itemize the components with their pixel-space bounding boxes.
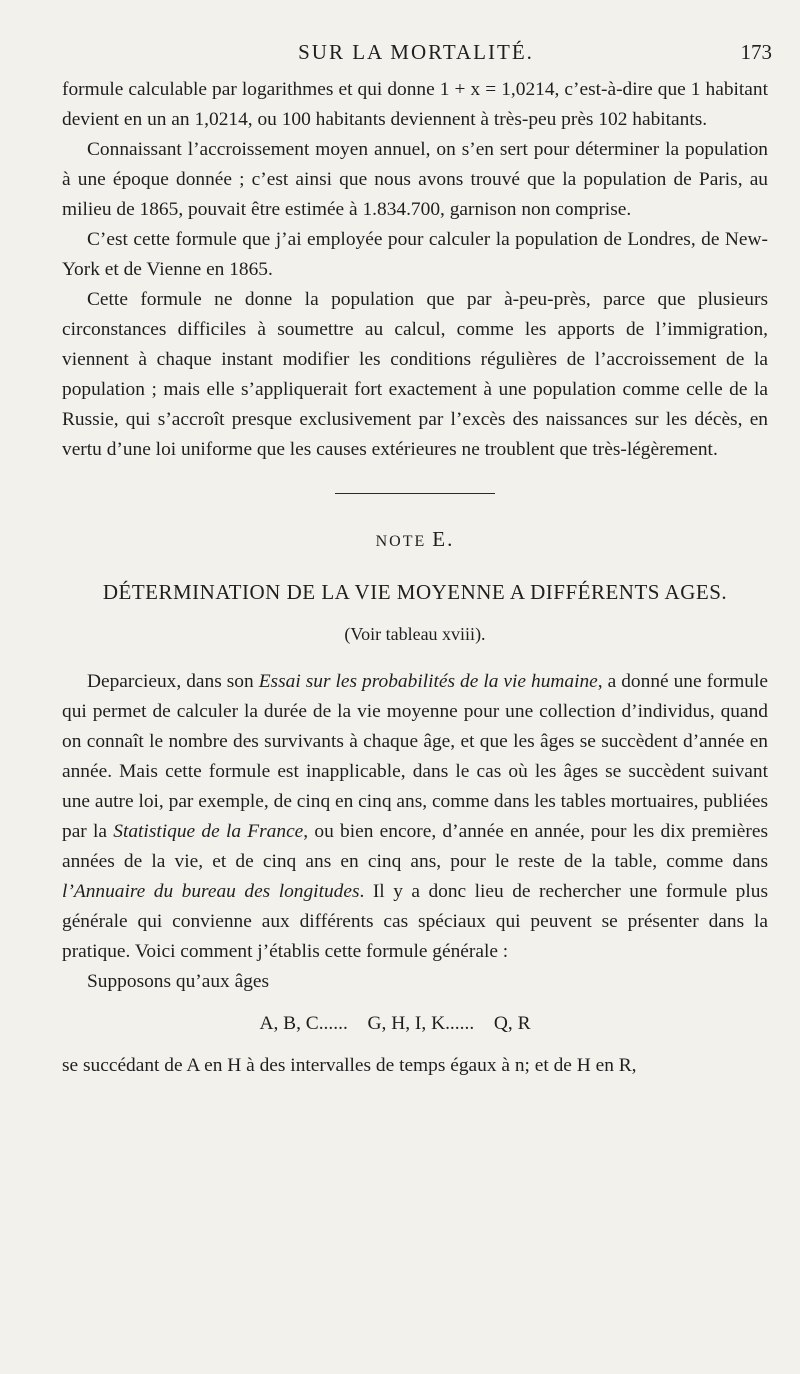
paragraph-other-cities: C’est cette formule que j’ai employée pour calculer la population de Londres, de New-York et de Vienne en 1865. — [62, 229, 768, 280]
paragraph-supposons: Supposons qu’aux âges — [87, 971, 270, 992]
note-title: DÉTERMINATION DE LA VIE MOYENNE A DIFFÉRENTS AGES. — [102, 580, 728, 604]
text-run: . Il y a donc lieu de rechercher une formule plus générale qui convienne aux différents cas spéciaux qui peuvent se présenter dans la pratique. Voici comment j’établis cette formule générale : — [62, 881, 768, 962]
running-head — [60, 40, 772, 70]
body-text — [62, 75, 768, 1081]
book-title-essai: Essai sur les probabilités de la vie humaine — [258, 671, 598, 692]
text-run: , ou bien encore, d’année en année, pour les dix premières années de la vie, et de cinq ans en cinq ans, pour le reste de la table, comme dans — [62, 821, 768, 872]
paragraph-formula: formule calculable par logarithmes et qui donne 1 + x = 1,0214, c’est-à-dire que 1 habitant devient en un an 1,0214, ou 100 habitants deviennent à très-peu près 102 habitants. — [62, 79, 768, 130]
paragraph-population-paris: Connaissant l’accroissement moyen annuel, on s’en sert pour déterminer la population à une époque donnée ; c’est ainsi que nous avons trouvé que la population de Paris, au milieu de 1865, pouvait être estimée à 1.834.700, garnison non comprise. — [62, 139, 768, 220]
paragraph-approximation: Cette formule ne donne la population que par à-peu-près, parce que plusieurs circonstances difficiles à soumettre au calcul, comme les apports de l’immigration, viennent à chaque instant modifier les conditions régulières de l’accroissement de la population ; mais elle s’appliquerait fort exactement à une population comme celle de la Russie, qui s’accroît presque exclusivement par l’excès des naissances sur les décès, en vertu d’une loi uniforme que les causes extérieures ne troublent que très-légèrement. — [62, 289, 768, 460]
book-title-statistique: Statistique de la France — [113, 821, 304, 842]
text-run: , a donné une formule qui permet de calculer la durée de la vie moyenne pour une collection d’individus, quand on connaît le nombre des survivants à chaque âge, et que les âges se succèdent d’année en année. Mais cette formule est inapplicable, dans le cas où les âges se succèdent suivant une autre loi, par exemple, de cinq en cinq ans, comme dans les tables mortuaires, publiées par la — [62, 671, 768, 842]
section-divider — [335, 493, 495, 494]
age-sequence-part-2: G, H, I, K...... — [367, 1013, 475, 1034]
see-table-reference: (Voir tableau xviii). — [344, 624, 486, 644]
paragraph-intervals: se succédant de A en H à des intervalles de temps égaux à n; et de H en R, — [62, 1055, 637, 1076]
note-label-prefix: NOTE — [375, 533, 427, 550]
paragraph-deparcieux — [62, 667, 768, 967]
age-sequence-part-1: A, B, C...... — [259, 1013, 348, 1034]
age-sequence-part-3: Q, R — [493, 1013, 531, 1034]
page-number: 173 — [740, 40, 772, 64]
text-run: Deparcieux, dans son — [87, 671, 259, 692]
note-label — [62, 524, 768, 557]
note-label-letter: E. — [432, 527, 455, 551]
book-title-annuaire: l’Annuaire du bureau des longitudes — [62, 881, 360, 902]
running-title: SUR LA MORTALITÉ. — [298, 40, 534, 64]
age-sequence — [62, 1009, 768, 1039]
